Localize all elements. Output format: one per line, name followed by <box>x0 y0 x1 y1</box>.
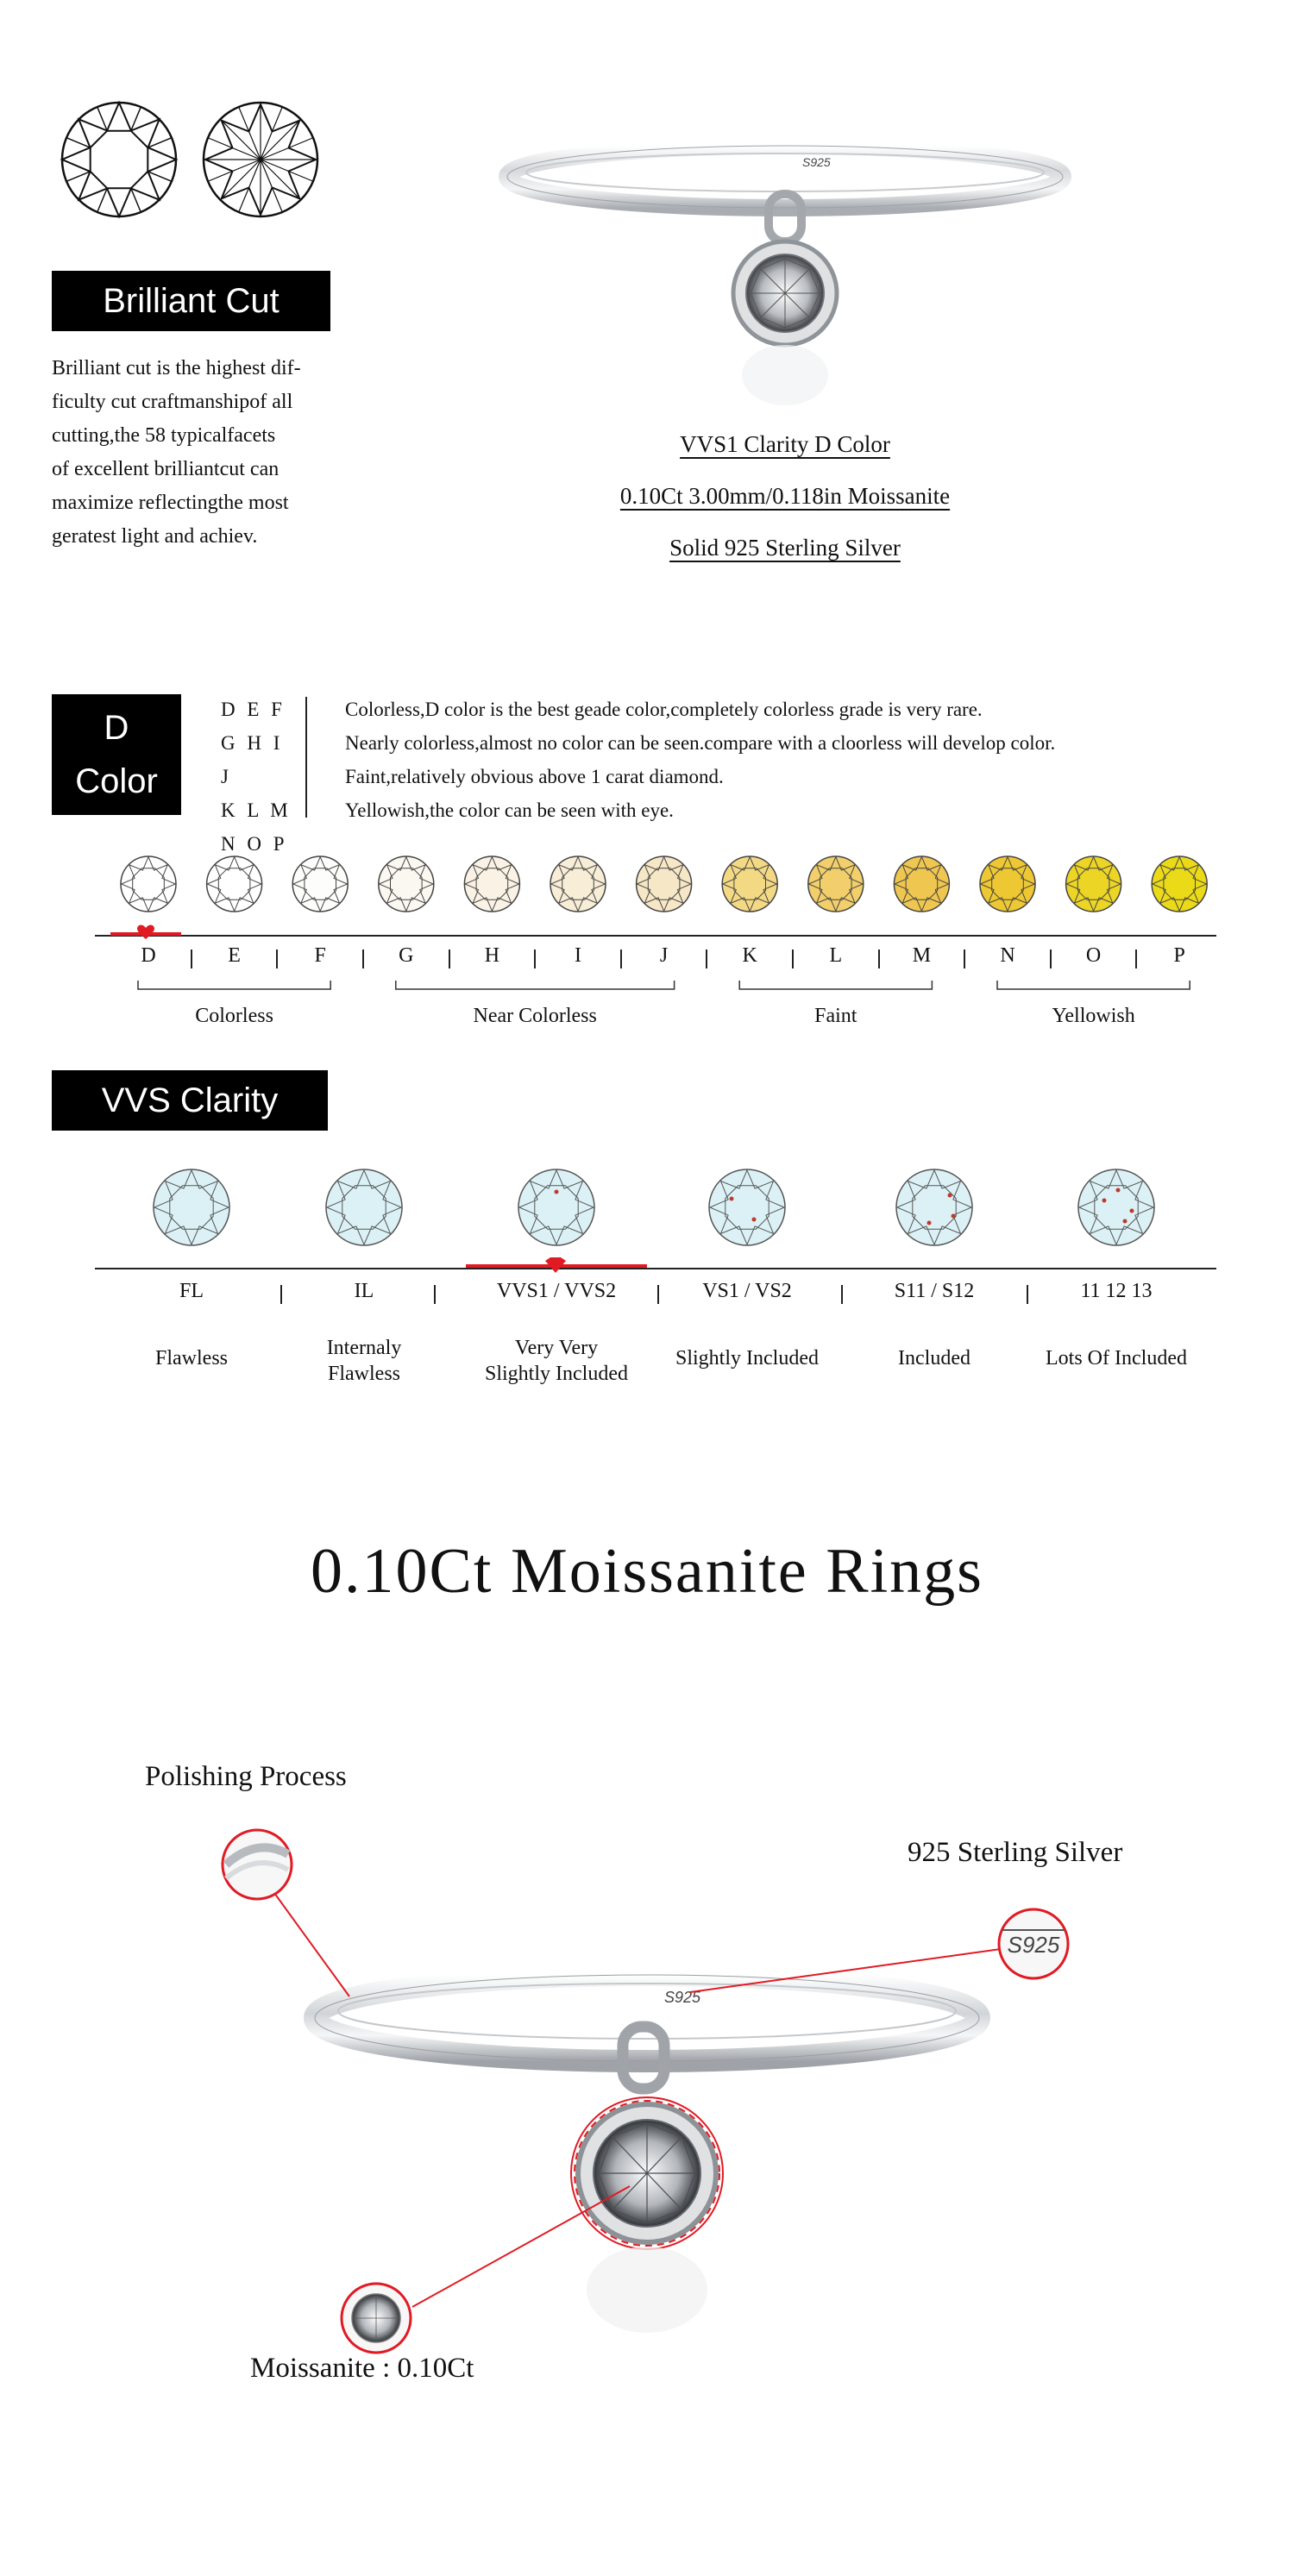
clarity-grade-separator <box>841 1285 843 1304</box>
color-group-bracket <box>138 981 330 989</box>
clarity-grade-label: FL <box>179 1280 204 1302</box>
clarity-grade-description <box>462 1335 651 1387</box>
color-group-label: Yellowish <box>1052 1005 1135 1027</box>
clarity-description-line: Flawless <box>155 1347 228 1369</box>
clarity-description-line: Slightly Included <box>675 1347 819 1369</box>
color-group-brackets <box>0 979 1294 996</box>
brilliant-cut-title: Brilliant Cut <box>103 281 280 320</box>
color-grade-code: G H I J <box>221 732 284 787</box>
color-scale-letter: P <box>1173 944 1185 967</box>
spec-clarity-color: VVS1 Clarity D Color <box>680 431 890 457</box>
d-color-badge-letter: D <box>104 709 129 747</box>
clarity-description-line: Included <box>898 1347 970 1369</box>
color-grade-code: D E F <box>221 699 286 720</box>
clarity-gem-1 <box>326 1169 402 1245</box>
clarity-description-line: Slightly Included <box>485 1363 628 1385</box>
color-group-bracket <box>997 981 1190 989</box>
callout-silver-label: 925 Sterling Silver <box>908 1837 1123 1868</box>
color-grade-text: Nearly colorless,almost no color can be seen.compare with a cloorless will develop color. <box>345 732 1056 754</box>
color-scale-separator <box>878 950 880 968</box>
clarity-grade-label: S11 / S12 <box>894 1280 975 1302</box>
color-grade-text: Colorless,D color is the best geade color,completely colorless grade is very rare. <box>345 699 983 720</box>
color-scale-separator <box>964 950 965 968</box>
clarity-inclusion <box>927 1221 932 1225</box>
spec-size: 0.10Ct 3.00mm/0.118in Moissanite <box>619 483 951 509</box>
color-gem-j <box>637 856 692 912</box>
clarity-scale-axis <box>95 1268 1216 1269</box>
color-grade-text: Yellowish,the color can be seen with eye. <box>345 799 674 821</box>
color-scale-separator <box>1135 950 1137 968</box>
ring-callout-stamp-zoom-text: S925 <box>1007 1932 1060 1958</box>
clarity-inclusion <box>1130 1209 1134 1213</box>
clarity-gem-0 <box>154 1169 229 1245</box>
color-scale-separator <box>706 950 707 968</box>
clarity-grade-separator <box>657 1285 659 1304</box>
ring-stamp-text: S925 <box>802 155 831 169</box>
clarity-description-line: Lots Of Included <box>1046 1347 1187 1369</box>
color-gem-o <box>1066 856 1121 912</box>
clarity-gem-5 <box>1078 1169 1154 1245</box>
color-scale-separator <box>620 950 622 968</box>
clarity-inclusion <box>1116 1188 1121 1193</box>
color-grade-code: N O P <box>221 833 288 855</box>
color-gem-l <box>808 856 864 912</box>
color-scale-separator <box>449 950 450 968</box>
color-scale-separator <box>362 950 364 968</box>
color-scale-letter: H <box>484 944 500 967</box>
color-scale-separator <box>792 950 794 968</box>
clarity-grade-label: IL <box>354 1280 374 1302</box>
brilliant-cut-desc-line: Brilliant cut is the highest dif- <box>52 357 301 379</box>
brilliant-cut-bottom-view-icon <box>200 99 321 220</box>
clarity-grade-separator <box>280 1285 282 1304</box>
clarity-gem-4 <box>896 1169 972 1245</box>
brilliant-cut-desc-line: cutting,the 58 typicalfacets <box>52 424 276 447</box>
clarity-grade-label: VVS1 / VVS2 <box>496 1280 617 1302</box>
color-gem-g <box>379 856 434 912</box>
brilliant-cut-desc-line: of excellent brilliantcut can <box>52 458 280 480</box>
clarity-grade-separator <box>434 1285 436 1304</box>
clarity-inclusion <box>555 1190 559 1194</box>
color-gem-n <box>980 856 1035 912</box>
clarity-gem-2 <box>518 1169 594 1245</box>
clarity-gem-3 <box>709 1169 785 1245</box>
color-gem-i <box>550 856 606 912</box>
callout-stone-label: Moissanite : 0.10Ct <box>250 2353 474 2384</box>
clarity-inclusion <box>1102 1199 1107 1203</box>
color-scale-letter: F <box>314 944 326 967</box>
color-scale-letter: I <box>575 944 581 967</box>
color-scale-letter: K <box>742 944 757 967</box>
color-gem-d <box>121 856 176 912</box>
color-gem-p <box>1152 856 1207 912</box>
color-gem-k <box>722 856 777 912</box>
clarity-grade-description <box>839 1345 1029 1371</box>
brilliant-cut-desc-line: maximize reflectingthe most <box>52 492 289 514</box>
clarity-grade-description <box>1021 1345 1211 1371</box>
d-color-badge <box>52 694 181 815</box>
ring-product-image-top <box>500 129 1070 423</box>
color-scale-letter: N <box>1000 944 1015 967</box>
color-scale-letter: E <box>228 944 241 967</box>
color-scale-letter: M <box>912 944 932 967</box>
ring-callout-stamp-text: S925 <box>664 1989 701 2006</box>
brilliant-cut-top-view-icon <box>59 99 179 220</box>
product-title: 0.10Ct Moissanite Rings <box>311 1536 983 1607</box>
clarity-inclusion <box>1123 1219 1128 1224</box>
clarity-grade-label: VS1 / VS2 <box>702 1280 792 1302</box>
brilliant-cut-heading <box>52 271 330 331</box>
color-scale-separator <box>1050 950 1052 968</box>
vvs-clarity-heading <box>52 1070 328 1131</box>
color-scale-letter: O <box>1085 944 1102 967</box>
color-grade-divider <box>305 697 307 818</box>
color-scale-letter: J <box>659 944 669 967</box>
color-group-label: Colorless <box>195 1005 273 1027</box>
color-scale-axis <box>95 935 1216 937</box>
clarity-grade-labels <box>0 1280 1294 1311</box>
color-scale-letter: D <box>141 944 156 967</box>
brilliant-cut-description <box>52 352 345 554</box>
color-group-label: Faint <box>814 1005 857 1027</box>
clarity-grade-separator <box>1027 1285 1028 1304</box>
color-group-label: Near Colorless <box>473 1005 597 1027</box>
color-scale-selected-marker-icon <box>135 924 156 940</box>
clarity-grade-description <box>652 1345 842 1371</box>
color-grade-text: Faint,relatively obvious above 1 carat diamond. <box>345 766 724 787</box>
ring-specs <box>518 418 1052 573</box>
clarity-inclusion <box>948 1194 952 1198</box>
color-scale-letter: G <box>399 944 414 967</box>
color-group-labels <box>0 1005 1294 1036</box>
color-grade-descriptions <box>345 693 1277 827</box>
color-gem-f <box>292 856 348 912</box>
color-group-bracket <box>739 981 932 989</box>
spec-material: Solid 925 Sterling Silver <box>669 535 901 561</box>
color-scale-letters <box>0 944 1294 975</box>
color-scale-separator <box>191 950 192 968</box>
color-group-bracket <box>396 981 675 989</box>
clarity-description-line: Very Very <box>514 1337 599 1359</box>
color-scale-separator <box>534 950 536 968</box>
color-scale-separator <box>276 950 278 968</box>
ring-callout-diagram <box>0 1811 1294 2397</box>
color-grade-codes <box>221 693 298 861</box>
color-grade-code: K L M <box>221 799 292 821</box>
clarity-grade-description <box>269 1335 459 1387</box>
d-color-badge-word: Color <box>75 762 158 800</box>
clarity-grade-description <box>97 1345 286 1371</box>
color-gem-e <box>207 856 262 912</box>
clarity-grade-label: 11 12 13 <box>1080 1280 1153 1302</box>
clarity-scale-selected-marker-icon <box>543 1257 568 1275</box>
color-gem-h <box>464 856 519 912</box>
color-scale-letter: L <box>829 944 843 967</box>
clarity-description-line: Internaly <box>326 1337 402 1359</box>
brilliant-cut-desc-line: ficulty cut craftmanshipof all <box>52 391 293 413</box>
color-gem-m <box>894 856 949 912</box>
callout-polishing-label: Polishing Process <box>145 1761 347 1792</box>
clarity-inclusion <box>752 1218 757 1222</box>
brilliant-cut-desc-line: geratest light and achiev. <box>52 525 258 548</box>
clarity-inclusion <box>730 1197 734 1201</box>
color-scale-gems <box>0 845 1294 923</box>
clarity-description-line: Flawless <box>328 1363 400 1385</box>
clarity-inclusion <box>952 1214 956 1219</box>
vvs-clarity-title: VVS Clarity <box>101 1081 279 1119</box>
clarity-grade-descriptions <box>0 1337 1294 1406</box>
clarity-scale-gems <box>0 1160 1294 1255</box>
